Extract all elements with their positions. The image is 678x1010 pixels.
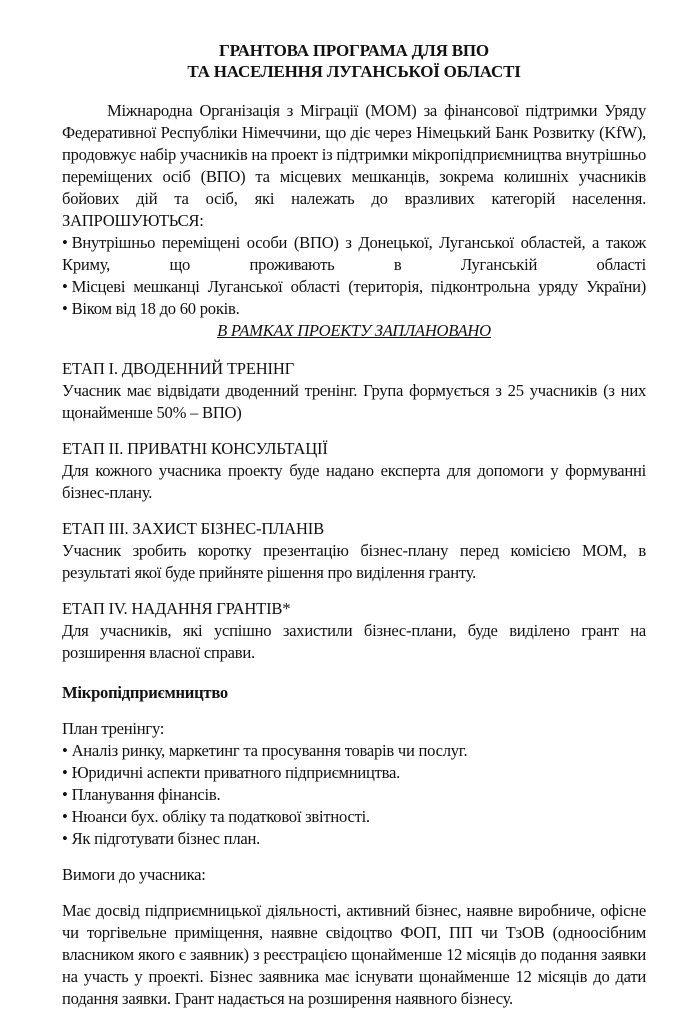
eligibility-item bbox=[62, 276, 646, 298]
bullet-icon: • bbox=[62, 807, 68, 826]
eligibility-list bbox=[62, 232, 646, 320]
stage-4 bbox=[62, 598, 646, 664]
micro-heading: Мікропідприємництво bbox=[62, 683, 228, 702]
eligibility-text: Внутрішньо переміщені особи (ВПО) з Донецької, Луганської областей, а також Криму, що проживають в Луганській області bbox=[62, 233, 646, 274]
stage-text: Учасник має відвідати дводенний тренінг. Група формується з 25 учасників (з них щонайменше 50% – ВПО) bbox=[62, 381, 646, 422]
bullet-icon: • bbox=[62, 829, 68, 848]
bullet-icon: • bbox=[62, 763, 68, 782]
eligibility-text: Місцеві мешканці Луганської області (територія, підконтрольна уряду України) bbox=[71, 277, 646, 296]
eligibility-text: Віком від 18 до 60 років. bbox=[71, 299, 240, 318]
bullet-icon: • bbox=[62, 233, 68, 252]
requirements-label: Вимоги до учасника: bbox=[62, 865, 206, 884]
requirements-text: Має досвід підприємницької діяльності, активний бізнес, наявне виробниче, офісне чи торгівельне приміщення, наявне свідоцтво ФОП, ПП чи ТзОВ (одноосібним власником якого є заявник) з реєстрацією щонайменше 12 місяців до подання заявки на участь у проекті. Бізнес заявника має існувати щонайменше 12 місяців до дати подання заявки. Грант надається на розширення наявного бізнесу. bbox=[62, 901, 646, 1008]
stage-heading: ЕТАП ІІІ. ЗАХИСТ БІЗНЕС-ПЛАНІВ bbox=[62, 519, 324, 538]
stage-heading: ЕТАП І. ДВОДЕННИЙ ТРЕНІНГ bbox=[62, 359, 295, 378]
bullet-icon: • bbox=[62, 277, 68, 296]
stage-text: Для кожного учасника проекту буде надано експерта для допомоги у формуванні бізнес-плану. bbox=[62, 461, 646, 502]
stage-1 bbox=[62, 358, 646, 424]
training-plan-item bbox=[62, 806, 646, 828]
training-plan-text: Юридичні аспекти приватного підприємництва. bbox=[71, 763, 400, 782]
bullet-icon: • bbox=[62, 299, 68, 318]
training-plan-item bbox=[62, 828, 646, 850]
document-title-line-2: ТА НАСЕЛЕННЯ ЛУГАНСЬКОЇ ОБЛАСТІ bbox=[187, 62, 521, 81]
document-page bbox=[62, 40, 646, 1010]
document-title-line-1: ГРАНТОВА ПРОГРАМА ДЛЯ ВПО bbox=[219, 41, 489, 60]
eligibility-item bbox=[62, 298, 646, 320]
stage-2 bbox=[62, 438, 646, 504]
planned-heading: В РАМКАХ ПРОЕКТУ ЗАПЛАНОВАНО bbox=[217, 321, 491, 340]
bullet-icon: • bbox=[62, 785, 68, 804]
training-plan-list bbox=[62, 740, 646, 850]
stage-3 bbox=[62, 518, 646, 584]
stage-heading: ЕТАП ІІ. ПРИВАТНІ КОНСУЛЬТАЦІЇ bbox=[62, 439, 328, 458]
training-plan-text: Як підготувати бізнес план. bbox=[71, 829, 260, 848]
intro-paragraph: Міжнародна Організація з Міграції (МОМ) за фінансової підтримки Уряду Федеративної Республіки Німеччини, що діє через Німецький Банк Розвитку (KfW), продовжує набір учасників на проект із підтримки мікропідприємництва внутрішньо переміщених осіб (ВПО) та місцевих мешканців, зокрема колишніх учасників бойових дій та осіб, які належать до вразливих категорій населення. bbox=[62, 101, 646, 208]
bullet-icon: • bbox=[62, 741, 68, 760]
stage-heading: ЕТАП IV. НАДАННЯ ГРАНТІВ* bbox=[62, 599, 291, 618]
training-plan-text: Планування фінансів. bbox=[71, 785, 221, 804]
training-plan-text: Нюанси бух. обліку та податкової звітності. bbox=[71, 807, 370, 826]
eligibility-item bbox=[62, 232, 646, 276]
invite-label: ЗАПРОШУЮТЬСЯ: bbox=[62, 211, 204, 230]
training-plan-item bbox=[62, 762, 646, 784]
training-plan-label: План тренінгу: bbox=[62, 719, 165, 738]
stage-text: Для учасників, які успішно захистили бізнес-плани, буде виділено грант на розширення власної справи. bbox=[62, 621, 646, 662]
training-plan-item bbox=[62, 740, 646, 762]
training-plan-text: Аналіз ринку, маркетинг та просування товарів чи послуг. bbox=[71, 741, 468, 760]
stage-text: Учасник зробить коротку презентацію бізнес-плану перед комісією МОМ, в результаті якої буде прийняте рішення про виділення гранту. bbox=[62, 541, 646, 582]
training-plan-item bbox=[62, 784, 646, 806]
